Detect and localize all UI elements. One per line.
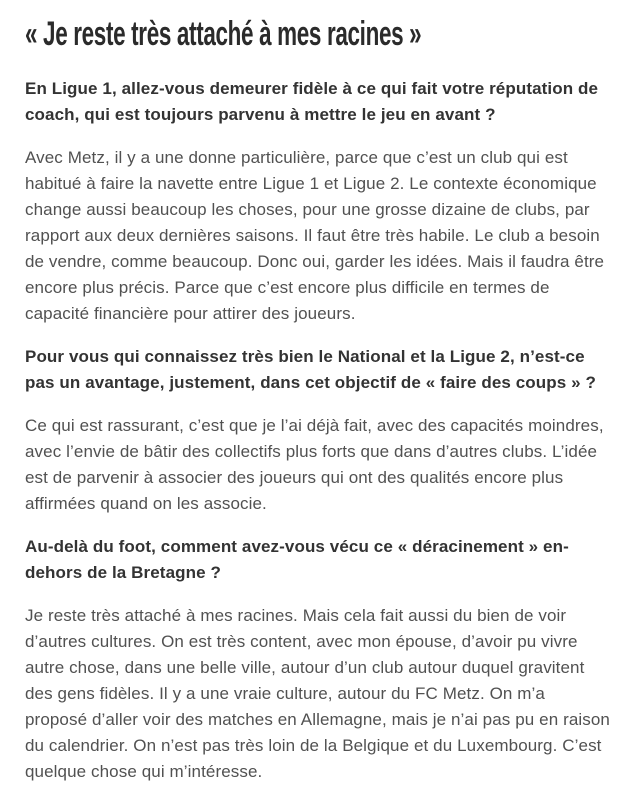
article-title: « Je reste très attaché à mes racines » — [25, 15, 422, 53]
answer-paragraph: Je reste très attaché à mes racines. Mais cela fait aussi du bien de voir d’autres cultures. On est très content, avec mon épouse, d’avoir pu vivre autre chose, dans une belle ville, autour d’un club autour duquel gravitent des gens fidèles. Il y a une vraie culture, autour du FC Metz. On m’a proposé d’aller voir des matches en Allemagne, mais je n’ai pas pu en raison du calendrier. On n’est pas très loin de la Belgique et du Luxembourg. C’est quelque chose qui m’intéresse. — [25, 606, 610, 781]
article-body — [25, 76, 610, 785]
answer-paragraph: Avec Metz, il y a une donne particulière, parce que c’est un club qui est habitué à faire la navette entre Ligue 1 et Ligue 2. Le contexte économique change aussi beaucoup les choses, pour une grosse dizaine de clubs, par rapport aux deux dernières saisons. Il faut être très habile. Le club a besoin de vendre, comme beaucoup. Donc oui, garder les idées. Mais il faudra être encore plus précis. Parce que c’est encore plus difficile en termes de capacité financière pour attirer des joueurs. — [25, 148, 605, 323]
question-paragraph: Pour vous qui connaissez très bien le National et la Ligue 2, n’est-ce pas un avantage, justement, dans cet objectif de « faire des coups » ? — [25, 347, 596, 392]
question-paragraph: Au-delà du foot, comment avez-vous vécu ce « déracinement » en-dehors de la Bretagne ? — [25, 537, 569, 582]
question-paragraph: En Ligue 1, allez-vous demeurer fidèle à ce qui fait votre réputation de coach, qui est toujours parvenu à mettre le jeu en avant ? — [25, 79, 599, 124]
answer-paragraph: Ce qui est rassurant, c’est que je l’ai déjà fait, avec des capacités moindres, avec l’envie de bâtir des collectifs plus forts que dans d’autres clubs. L’idée est de parvenir à associer des joueurs qui ont des qualités encore plus affirmées quand on les associe. — [25, 416, 604, 513]
